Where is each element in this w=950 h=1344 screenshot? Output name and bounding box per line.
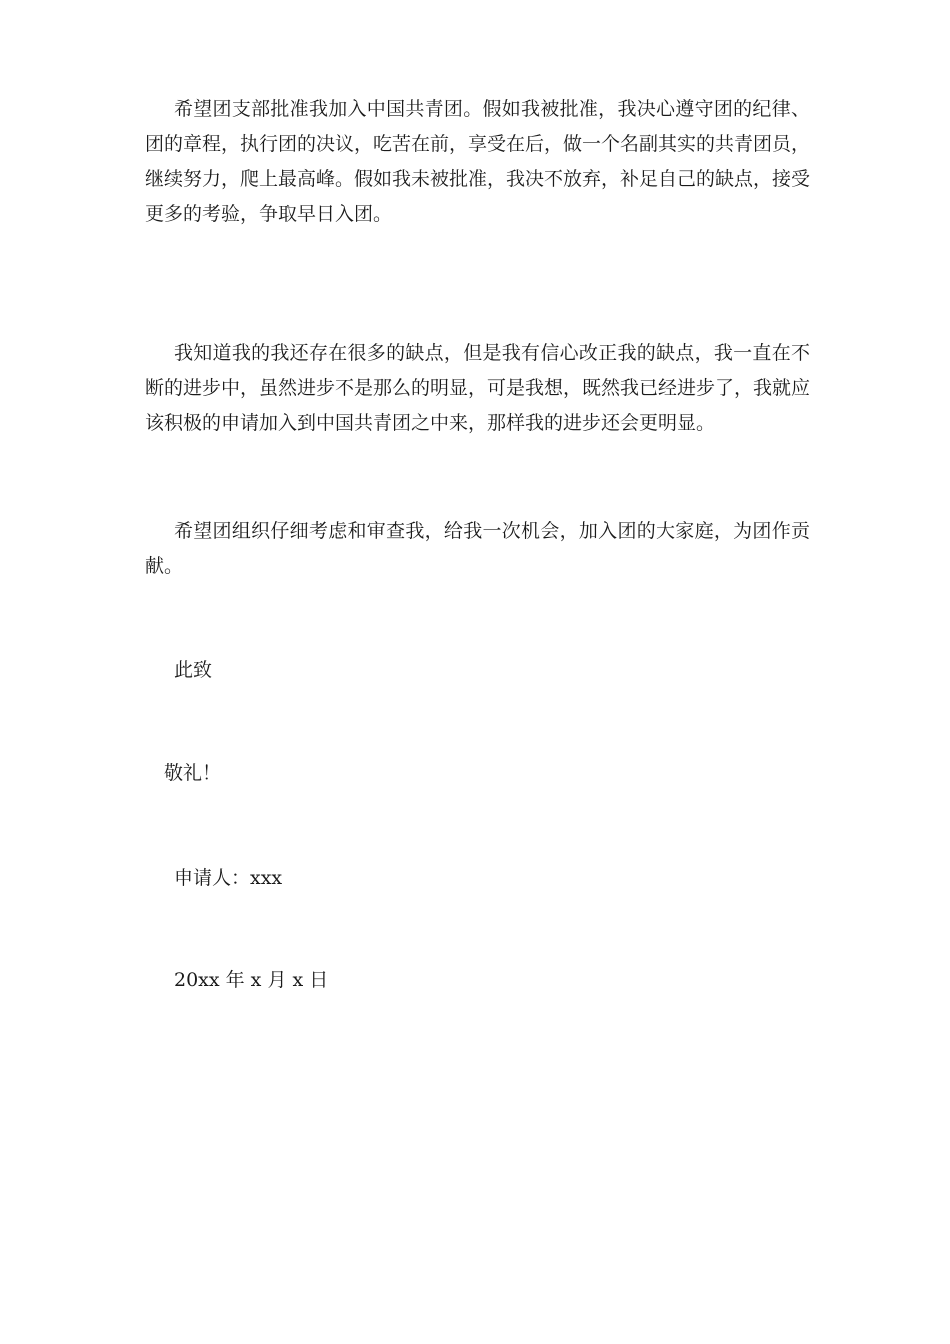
closing-phrase: 此致 bbox=[174, 659, 213, 681]
letter-date: 20xx 年 x 月 x 日 bbox=[174, 969, 329, 991]
salutation: 敬礼！ bbox=[164, 762, 222, 784]
applicant-signature: 申请人：xxx bbox=[174, 867, 283, 889]
body-paragraph-2: 我知道我的我还存在很多的缺点，但是我有信心改正我的缺点，我一直在不断的进步中，虽然进步不是那么的明显，可是我想，既然我已经进步了，我就应该积极的申请加入到中国共青团之中来，那样我的进步还会更明显。 bbox=[145, 342, 811, 434]
body-paragraph-1: 希望团支部批准我加入中国共青团。假如我被批准，我决心遵守团的纪律、团的章程，执行团的决议，吃苦在前，享受在后，做一个名副其实的共青团员，继续努力，爬上最高峰。假如我未被批准，我决不放弃，补足自己的缺点，接受更多的考验，争取早日入团。 bbox=[145, 98, 811, 225]
body-paragraph-3: 希望团组织仔细考虑和审查我，给我一次机会，加入团的大家庭，为团作贡献。 bbox=[145, 520, 810, 577]
